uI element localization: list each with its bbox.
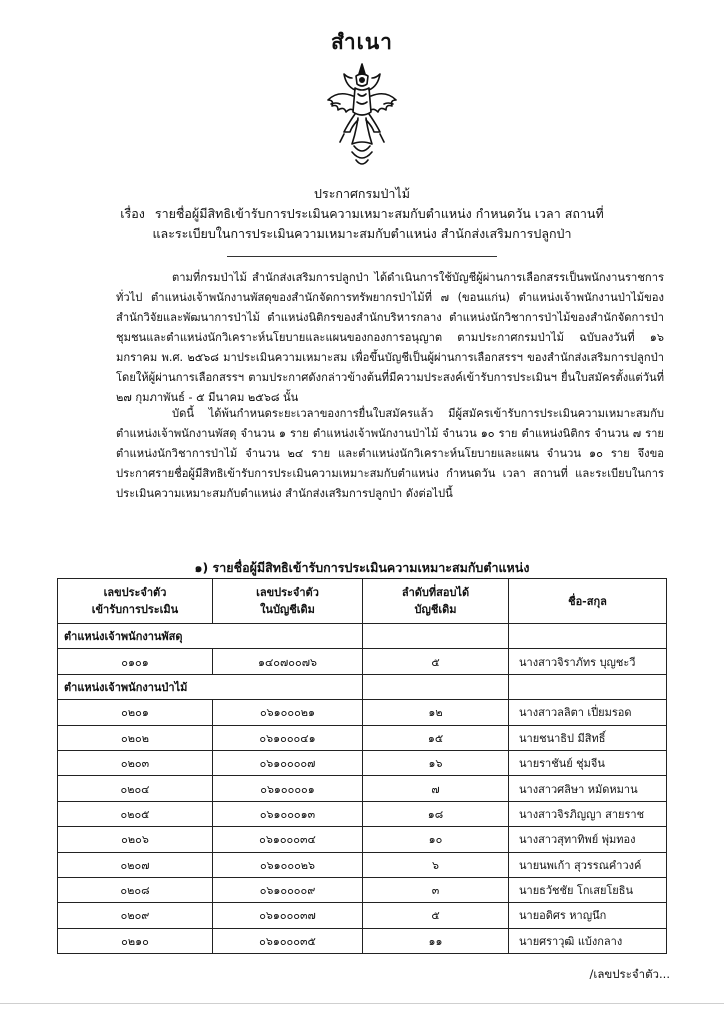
heading-divider [227,256,497,257]
old-id-cell: ๐๖๑๐๐๐๑๓ [213,801,363,826]
exam-id-cell: ๐๒๐๕ [58,801,213,826]
old-id-cell: ๑๔๐๗๐๐๗๖ [213,649,363,674]
table-row [58,750,667,775]
name-cell: นายศราวุฒิ แบ้งกลาง [509,928,667,953]
table-row [58,852,667,877]
position-group-label: ตำแหน่งเจ้าพนักงานป่าไม้ [58,674,363,699]
rank-cell: ๕ [363,649,509,674]
exam-id-cell: ๐๑๐๑ [58,649,213,674]
name-cell: นางสาวศลิษา หมัดหมาน [509,776,667,801]
table-row [58,700,667,725]
old-id-cell: ๐๖๑๐๐๐๒๖ [213,852,363,877]
old-id-cell: ๐๖๑๐๐๐๐๗ [213,750,363,775]
exam-id-cell: ๐๒๐๙ [58,903,213,928]
table-row [58,801,667,826]
table-row [58,903,667,928]
exam-id-cell: ๐๒๐๑ [58,700,213,725]
header-name: ชื่อ-สกุล [509,579,667,624]
copy-stamp: สำเนา [331,30,393,54]
table-group-row [58,674,667,699]
exam-id-cell: ๐๒๐๖ [58,827,213,852]
empty-cell [509,624,667,649]
header-exam-id: เลขประจำตัว เข้ารับการประเมิน [58,579,213,624]
name-cell: นางสาวสุทาทิพย์ พุ่มทอง [509,827,667,852]
name-cell: นายอดิศร หาญนึก [509,903,667,928]
exam-id-cell: ๐๒๐๗ [58,852,213,877]
table-row [58,827,667,852]
candidate-table [57,578,667,954]
subject-line-1: รายชื่อผู้มีสิทธิเข้ารับการประเมินความเหมาะสมกับตำแหน่ง กำหนดวัน เวลา สถานที่ [154,206,604,221]
subject-line-2: และระเบียบในการประเมินความเหมาะสมกับตำแหน่ง สำนักส่งเสริมการปลูกป่า [152,226,572,241]
old-id-cell: ๐๖๑๐๐๐๒๑ [213,700,363,725]
table-group-row [58,624,667,649]
position-group-label: ตำแหน่งเจ้าพนักงานพัสดุ [58,624,363,649]
rank-cell: ๑๑ [363,928,509,953]
name-cell: นายธวัชชัย โกเสยโยธิน [509,877,667,902]
empty-cell [509,674,667,699]
exam-id-cell: ๐๒๐๓ [58,750,213,775]
exam-id-cell: ๐๒๐๔ [58,776,213,801]
page-bottom-edge [0,1003,724,1004]
old-id-cell: ๐๖๑๐๐๐๐๑ [213,776,363,801]
rank-cell: ๖ [363,852,509,877]
old-id-cell: ๐๖๑๐๐๐๓๕ [213,928,363,953]
subject-label: เรื่อง [120,206,145,221]
table-row [58,649,667,674]
table-header-row [58,579,667,624]
name-cell: นางสาวลลิตา เปี่ยมรอด [509,700,667,725]
exam-id-cell: ๐๒๐๘ [58,877,213,902]
body-paragraph-2: บัดนี้ ได้พ้นกำหนดระยะเวลาของการยื่นใบสมัครแล้ว มีผู้สมัครเข้ารับการประเมินความเหมาะสมกับตำแหน่งเจ้าพนักงานพัสดุ จำนวน ๑ ราย ตำแหน่งเจ้าพนักงานป่าไม้ จำนวน ๑๐ ราย ตำแหน่งนิติกร จำนวน ๗ ราย ตำแหน่งนักวิชาการป่าไม้ จำนวน ๒๔ ราย และตำแหน่งนักวิเคราะห์นโยบายและแผน จำนวน ๑๐ ราย จึงขอประกาศรายชื่อผู้มีสิทธิเข้ารับการประเมินความเหมาะสมกับตำแหน่ง กำหนดวัน เวลา สถานที่ และระเบียบในการประเมินความเหมาะสมกับตำแหน่ง สำนักส่งเสริมการปลูกป่า ดังต่อไปนี้ [116,407,664,500]
announcement-subject [60,204,664,224]
exam-id-cell: ๐๒๑๐ [58,928,213,953]
table-body [58,624,667,954]
rank-cell: ๗ [363,776,509,801]
announcement-agency: ประกาศกรมป่าไม้ [314,186,410,201]
table-row [58,877,667,902]
table-row [58,725,667,750]
table-row [58,928,667,953]
header-old-id: เลขประจำตัว ในบัญชีเดิม [213,579,363,624]
header-rank: ลำดับที่สอบได้ บัญชีเดิม [363,579,509,624]
continue-marker: /เลขประจำตัว... [589,967,670,981]
garuda-emblem-icon [322,60,402,172]
empty-cell [363,674,509,699]
name-cell: นางสาวจิรภิญญา สายราช [509,801,667,826]
rank-cell: ๑๖ [363,750,509,775]
exam-id-cell: ๐๒๐๒ [58,725,213,750]
old-id-cell: ๐๖๑๐๐๐๓๔ [213,827,363,852]
name-cell: นายชนาธิป มีสิทธิ์ [509,725,667,750]
rank-cell: ๑๐ [363,827,509,852]
old-id-cell: ๐๖๑๐๐๐๓๗ [213,903,363,928]
name-cell: นางสาวจิราภัทร บุญชะวี [509,649,667,674]
announcement-heading [60,184,664,244]
rank-cell: ๑๒ [363,700,509,725]
rank-cell: ๑๕ [363,725,509,750]
rank-cell: ๑๘ [363,801,509,826]
rank-cell: ๓ [363,877,509,902]
body-paragraph-1: ตามที่กรมป่าไม้ สำนักส่งเสริมการปลูกป่า ได้ดำเนินการใช้บัญชีผู้ผ่านการเลือกสรรเป็นพนักงานราชการทั่วไป ตำแหน่งเจ้าพนักงานพัสดุของสำนักจัดการทรัพยากรป่าไม้ที่ ๗ (ขอนแก่น) ตำแหน่งเจ้าพนักงานป่าไม้ของสำนักวิจัยและพัฒนาการป่าไม้ ตำแหน่งนิติกรของสำนักบริหารกลาง ตำแหน่งนักวิชาการป่าไม้ของสำนักจัดการป่าชุมชนและตำแหน่งนักวิเคราะห์นโยบายและแผนของกองการอนุญาต ตามประกาศกรมป่าไม้ ฉบับลงวันที่ ๑๖ มกราคม พ.ศ. ๒๕๖๘ มาประเมินความเหมาะสม เพื่อขึ้นบัญชีเป็นผู้ผ่านการเลือกสรรฯ ของสำนักส่งเสริมการปลูกป่า โดยให้ผู้ผ่านการเลือกสรรฯ ตามประกาศดังกล่าวข้างต้นที่มีความประสงค์เข้ารับการประเมินฯ ยื่นใบสมัครตั้งแต่วันที่ ๒๗ กุมภาพันธ์ - ๕ มีนาคม ๒๕๖๘ นั้น [116,271,664,404]
old-id-cell: ๐๖๑๐๐๐๔๑ [213,725,363,750]
old-id-cell: ๐๖๑๐๐๐๐๙ [213,877,363,902]
rank-cell: ๕ [363,903,509,928]
name-cell: นายนพเก้า สุวรรณคำวงค์ [509,852,667,877]
section-title: ๑) รายชื่อผู้มีสิทธิเข้ารับการประเมินความเหมาะสมกับตำแหน่ง [194,560,530,575]
table-row [58,776,667,801]
name-cell: นายราชันย์ ชุ่มจีน [509,750,667,775]
empty-cell [363,624,509,649]
